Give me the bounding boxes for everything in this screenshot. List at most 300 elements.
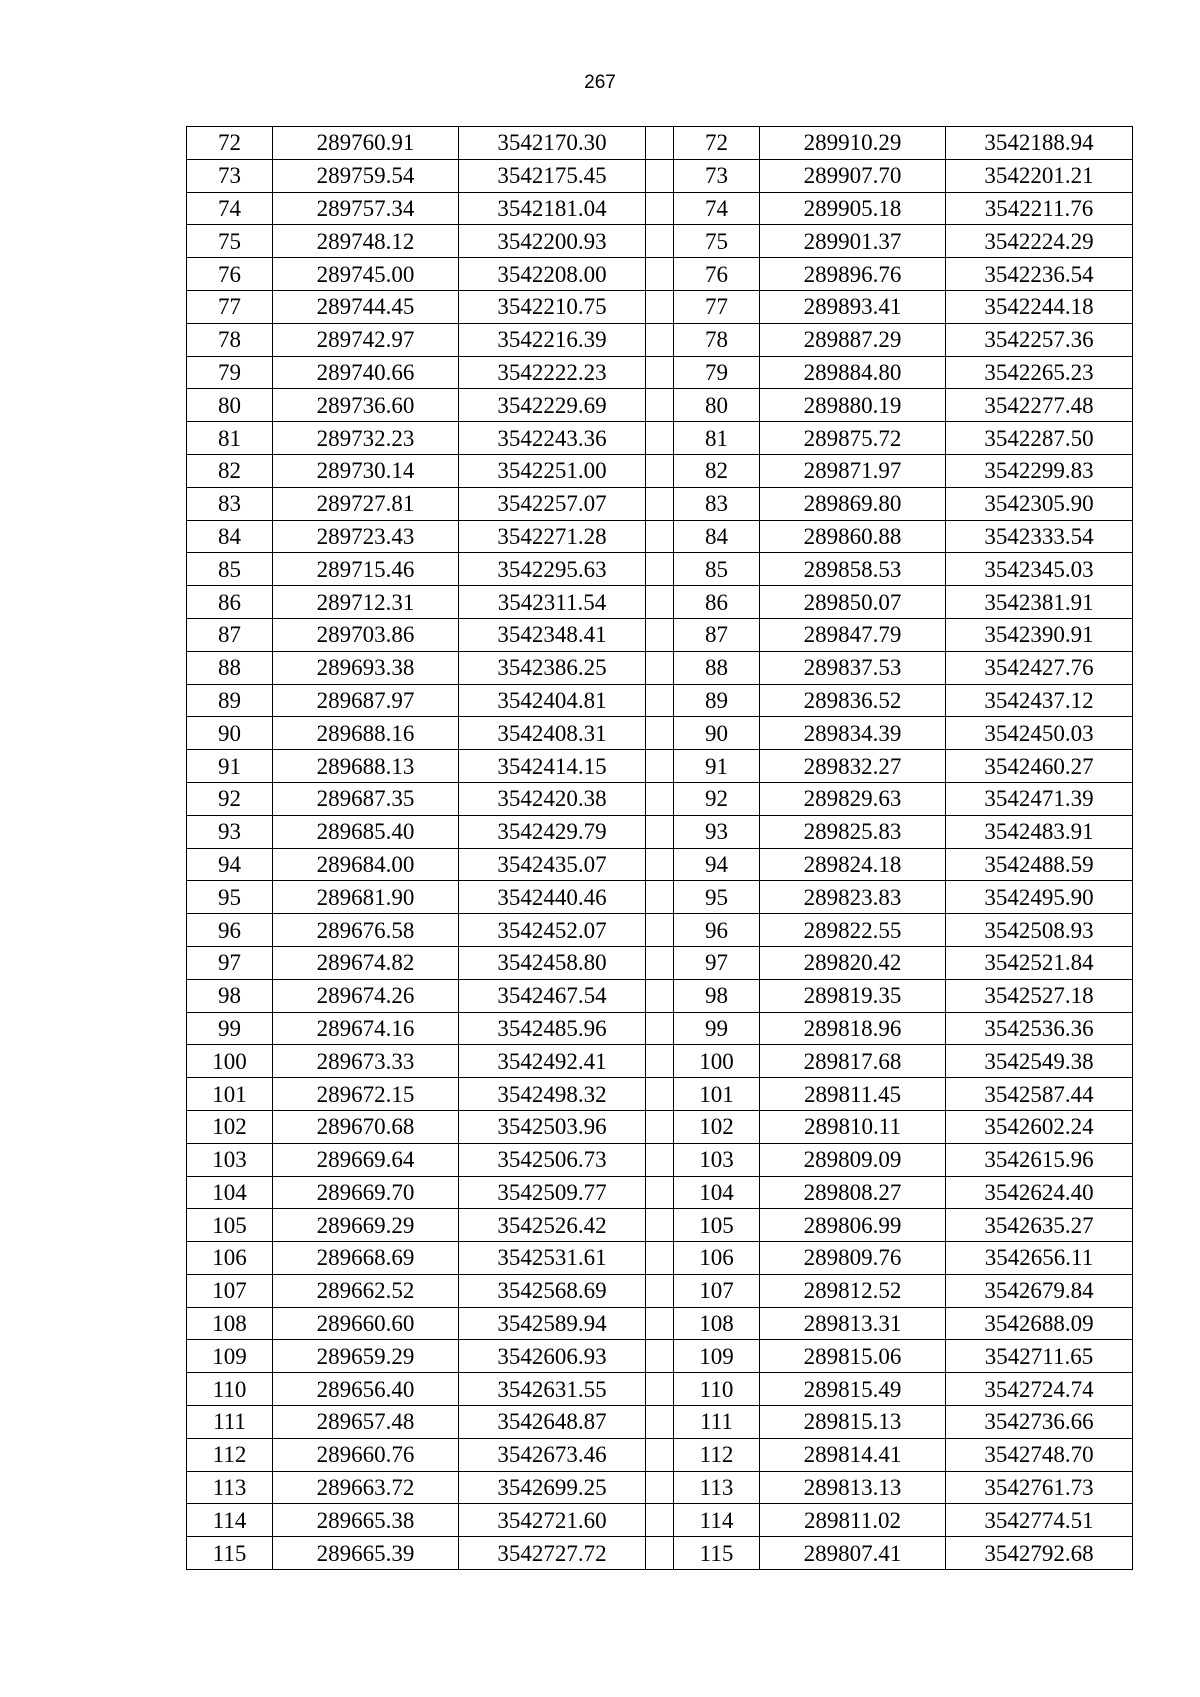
table-row [187,422,1133,455]
spacer-cell [646,1274,674,1307]
left-x-coordinate-cell: 289688.13 [273,750,459,783]
right-y-coordinate-cell: 3542761.73 [946,1471,1133,1504]
left-y-coordinate-cell: 3542229.69 [459,389,646,422]
spacer-cell [646,618,674,651]
left-point-id-cell: 105 [187,1209,273,1242]
right-x-coordinate-cell: 289825.83 [760,815,946,848]
left-x-coordinate-cell: 289732.23 [273,422,459,455]
left-y-coordinate-cell: 3542606.93 [459,1340,646,1373]
left-x-coordinate-cell: 289668.69 [273,1242,459,1275]
table-row [187,1471,1133,1504]
right-x-coordinate-cell: 289858.53 [760,553,946,586]
left-y-coordinate-cell: 3542673.46 [459,1438,646,1471]
left-y-coordinate-cell: 3542648.87 [459,1406,646,1439]
spacer-cell [646,1242,674,1275]
right-y-coordinate-cell: 3542257.36 [946,323,1133,356]
right-y-coordinate-cell: 3542305.90 [946,487,1133,520]
right-x-coordinate-cell: 289807.41 [760,1537,946,1570]
left-y-coordinate-cell: 3542531.61 [459,1242,646,1275]
right-x-coordinate-cell: 289809.09 [760,1143,946,1176]
left-y-coordinate-cell: 3542429.79 [459,815,646,848]
spacer-cell [646,290,674,323]
left-x-coordinate-cell: 289688.16 [273,717,459,750]
left-point-id-cell: 109 [187,1340,273,1373]
left-point-id-cell: 80 [187,389,273,422]
left-point-id-cell: 89 [187,684,273,717]
right-point-id-cell: 84 [674,520,760,553]
left-x-coordinate-cell: 289660.76 [273,1438,459,1471]
spacer-cell [646,1110,674,1143]
right-y-coordinate-cell: 3542792.68 [946,1537,1133,1570]
right-point-id-cell: 92 [674,782,760,815]
spacer-cell [646,946,674,979]
table-row [187,684,1133,717]
right-x-coordinate-cell: 289812.52 [760,1274,946,1307]
coordinates-table [186,126,1133,1570]
left-x-coordinate-cell: 289659.29 [273,1340,459,1373]
spacer-cell [646,487,674,520]
right-x-coordinate-cell: 289880.19 [760,389,946,422]
table-row [187,389,1133,422]
left-x-coordinate-cell: 289674.82 [273,946,459,979]
right-y-coordinate-cell: 3542656.11 [946,1242,1133,1275]
table-row [187,914,1133,947]
right-point-id-cell: 99 [674,1012,760,1045]
right-x-coordinate-cell: 289875.72 [760,422,946,455]
right-x-coordinate-cell: 289884.80 [760,356,946,389]
table-row [187,192,1133,225]
left-x-coordinate-cell: 289744.45 [273,290,459,323]
left-point-id-cell: 94 [187,848,273,881]
right-x-coordinate-cell: 289814.41 [760,1438,946,1471]
left-x-coordinate-cell: 289748.12 [273,225,459,258]
spacer-cell [646,1209,674,1242]
table-row [187,782,1133,815]
left-point-id-cell: 72 [187,127,273,160]
left-x-coordinate-cell: 289662.52 [273,1274,459,1307]
left-point-id-cell: 104 [187,1176,273,1209]
left-x-coordinate-cell: 289757.34 [273,192,459,225]
right-x-coordinate-cell: 289811.02 [760,1504,946,1537]
table-row [187,1242,1133,1275]
left-point-id-cell: 112 [187,1438,273,1471]
right-x-coordinate-cell: 289896.76 [760,258,946,291]
right-point-id-cell: 88 [674,651,760,684]
right-point-id-cell: 81 [674,422,760,455]
spacer-cell [646,1537,674,1570]
right-y-coordinate-cell: 3542460.27 [946,750,1133,783]
right-y-coordinate-cell: 3542635.27 [946,1209,1133,1242]
left-x-coordinate-cell: 289673.33 [273,1045,459,1078]
right-point-id-cell: 73 [674,159,760,192]
spacer-cell [646,651,674,684]
coordinates-table-body [187,127,1133,1570]
table-row [187,1438,1133,1471]
left-y-coordinate-cell: 3542404.81 [459,684,646,717]
left-point-id-cell: 81 [187,422,273,455]
spacer-cell [646,684,674,717]
left-point-id-cell: 102 [187,1110,273,1143]
left-x-coordinate-cell: 289672.15 [273,1078,459,1111]
left-x-coordinate-cell: 289736.60 [273,389,459,422]
right-y-coordinate-cell: 3542437.12 [946,684,1133,717]
table-row [187,946,1133,979]
left-point-id-cell: 113 [187,1471,273,1504]
left-x-coordinate-cell: 289687.97 [273,684,459,717]
left-y-coordinate-cell: 3542589.94 [459,1307,646,1340]
right-x-coordinate-cell: 289806.99 [760,1209,946,1242]
left-y-coordinate-cell: 3542175.45 [459,159,646,192]
left-y-coordinate-cell: 3542727.72 [459,1537,646,1570]
right-point-id-cell: 79 [674,356,760,389]
left-y-coordinate-cell: 3542243.36 [459,422,646,455]
spacer-cell [646,1078,674,1111]
table-row [187,1340,1133,1373]
right-x-coordinate-cell: 289815.13 [760,1406,946,1439]
table-row [187,323,1133,356]
left-x-coordinate-cell: 289669.70 [273,1176,459,1209]
right-point-id-cell: 76 [674,258,760,291]
right-point-id-cell: 107 [674,1274,760,1307]
right-y-coordinate-cell: 3542711.65 [946,1340,1133,1373]
table-row [187,848,1133,881]
left-point-id-cell: 76 [187,258,273,291]
left-point-id-cell: 108 [187,1307,273,1340]
left-y-coordinate-cell: 3542222.23 [459,356,646,389]
right-point-id-cell: 90 [674,717,760,750]
left-y-coordinate-cell: 3542271.28 [459,520,646,553]
left-y-coordinate-cell: 3542408.31 [459,717,646,750]
right-y-coordinate-cell: 3542201.21 [946,159,1133,192]
left-point-id-cell: 111 [187,1406,273,1439]
right-y-coordinate-cell: 3542427.76 [946,651,1133,684]
left-x-coordinate-cell: 289745.00 [273,258,459,291]
right-point-id-cell: 115 [674,1537,760,1570]
right-y-coordinate-cell: 3542587.44 [946,1078,1133,1111]
right-point-id-cell: 74 [674,192,760,225]
left-x-coordinate-cell: 289759.54 [273,159,459,192]
right-x-coordinate-cell: 289822.55 [760,914,946,947]
spacer-cell [646,717,674,750]
table-row [187,1274,1133,1307]
right-y-coordinate-cell: 3542265.23 [946,356,1133,389]
right-point-id-cell: 109 [674,1340,760,1373]
table-row [187,1045,1133,1078]
left-y-coordinate-cell: 3542509.77 [459,1176,646,1209]
right-y-coordinate-cell: 3542277.48 [946,389,1133,422]
spacer-cell [646,1340,674,1373]
left-y-coordinate-cell: 3542452.07 [459,914,646,947]
right-y-coordinate-cell: 3542236.54 [946,258,1133,291]
table-row [187,1307,1133,1340]
spacer-cell [646,1373,674,1406]
right-y-coordinate-cell: 3542688.09 [946,1307,1133,1340]
left-y-coordinate-cell: 3542498.32 [459,1078,646,1111]
spacer-cell [646,1176,674,1209]
right-x-coordinate-cell: 289817.68 [760,1045,946,1078]
right-x-coordinate-cell: 289871.97 [760,454,946,487]
right-y-coordinate-cell: 3542224.29 [946,225,1133,258]
table-row [187,750,1133,783]
table-row [187,717,1133,750]
right-x-coordinate-cell: 289808.27 [760,1176,946,1209]
right-point-id-cell: 87 [674,618,760,651]
left-point-id-cell: 93 [187,815,273,848]
right-point-id-cell: 82 [674,454,760,487]
left-x-coordinate-cell: 289685.40 [273,815,459,848]
left-y-coordinate-cell: 3542721.60 [459,1504,646,1537]
left-point-id-cell: 98 [187,979,273,1012]
spacer-cell [646,1406,674,1439]
left-x-coordinate-cell: 289687.35 [273,782,459,815]
right-x-coordinate-cell: 289829.63 [760,782,946,815]
right-point-id-cell: 101 [674,1078,760,1111]
left-y-coordinate-cell: 3542386.25 [459,651,646,684]
left-point-id-cell: 87 [187,618,273,651]
right-x-coordinate-cell: 289818.96 [760,1012,946,1045]
right-x-coordinate-cell: 289823.83 [760,881,946,914]
right-point-id-cell: 114 [674,1504,760,1537]
right-y-coordinate-cell: 3542471.39 [946,782,1133,815]
right-point-id-cell: 113 [674,1471,760,1504]
right-x-coordinate-cell: 289815.06 [760,1340,946,1373]
right-y-coordinate-cell: 3542748.70 [946,1438,1133,1471]
left-point-id-cell: 82 [187,454,273,487]
left-x-coordinate-cell: 289703.86 [273,618,459,651]
spacer-cell [646,225,674,258]
left-x-coordinate-cell: 289665.39 [273,1537,459,1570]
right-point-id-cell: 103 [674,1143,760,1176]
left-y-coordinate-cell: 3542467.54 [459,979,646,1012]
spacer-cell [646,1438,674,1471]
left-x-coordinate-cell: 289674.16 [273,1012,459,1045]
left-y-coordinate-cell: 3542348.41 [459,618,646,651]
right-point-id-cell: 111 [674,1406,760,1439]
table-row [187,881,1133,914]
right-y-coordinate-cell: 3542521.84 [946,946,1133,979]
left-x-coordinate-cell: 289669.64 [273,1143,459,1176]
right-y-coordinate-cell: 3542527.18 [946,979,1133,1012]
left-x-coordinate-cell: 289663.72 [273,1471,459,1504]
right-point-id-cell: 98 [674,979,760,1012]
right-point-id-cell: 102 [674,1110,760,1143]
right-x-coordinate-cell: 289847.79 [760,618,946,651]
right-x-coordinate-cell: 289907.70 [760,159,946,192]
left-point-id-cell: 84 [187,520,273,553]
left-y-coordinate-cell: 3542503.96 [459,1110,646,1143]
table-row [187,651,1133,684]
left-y-coordinate-cell: 3542458.80 [459,946,646,979]
right-point-id-cell: 75 [674,225,760,258]
left-x-coordinate-cell: 289670.68 [273,1110,459,1143]
spacer-cell [646,1471,674,1504]
right-x-coordinate-cell: 289813.13 [760,1471,946,1504]
spacer-cell [646,1307,674,1340]
table-row [187,1110,1133,1143]
spacer-cell [646,750,674,783]
table-row [187,1406,1133,1439]
left-x-coordinate-cell: 289676.58 [273,914,459,947]
left-point-id-cell: 86 [187,586,273,619]
left-y-coordinate-cell: 3542492.41 [459,1045,646,1078]
page-number: 267 [584,72,616,93]
right-x-coordinate-cell: 289836.52 [760,684,946,717]
left-x-coordinate-cell: 289730.14 [273,454,459,487]
right-y-coordinate-cell: 3542450.03 [946,717,1133,750]
left-y-coordinate-cell: 3542295.63 [459,553,646,586]
left-x-coordinate-cell: 289657.48 [273,1406,459,1439]
table-row [187,520,1133,553]
left-y-coordinate-cell: 3542440.46 [459,881,646,914]
left-x-coordinate-cell: 289723.43 [273,520,459,553]
right-point-id-cell: 112 [674,1438,760,1471]
table-row [187,815,1133,848]
right-y-coordinate-cell: 3542736.66 [946,1406,1133,1439]
right-y-coordinate-cell: 3542333.54 [946,520,1133,553]
right-x-coordinate-cell: 289850.07 [760,586,946,619]
left-y-coordinate-cell: 3542568.69 [459,1274,646,1307]
right-y-coordinate-cell: 3542624.40 [946,1176,1133,1209]
left-y-coordinate-cell: 3542251.00 [459,454,646,487]
left-point-id-cell: 106 [187,1242,273,1275]
table-row [187,487,1133,520]
left-point-id-cell: 115 [187,1537,273,1570]
left-y-coordinate-cell: 3542420.38 [459,782,646,815]
left-x-coordinate-cell: 289665.38 [273,1504,459,1537]
table-row [187,356,1133,389]
table-row [187,1078,1133,1111]
right-point-id-cell: 91 [674,750,760,783]
spacer-cell [646,1504,674,1537]
spacer-cell [646,881,674,914]
table-row [187,553,1133,586]
right-y-coordinate-cell: 3542495.90 [946,881,1133,914]
right-y-coordinate-cell: 3542679.84 [946,1274,1133,1307]
left-point-id-cell: 96 [187,914,273,947]
spacer-cell [646,1012,674,1045]
table-row [187,290,1133,323]
right-y-coordinate-cell: 3542483.91 [946,815,1133,848]
left-y-coordinate-cell: 3542208.00 [459,258,646,291]
left-point-id-cell: 73 [187,159,273,192]
right-y-coordinate-cell: 3542602.24 [946,1110,1133,1143]
table-row [187,1373,1133,1406]
left-y-coordinate-cell: 3542311.54 [459,586,646,619]
left-x-coordinate-cell: 289684.00 [273,848,459,881]
left-x-coordinate-cell: 289656.40 [273,1373,459,1406]
spacer-cell [646,979,674,1012]
right-x-coordinate-cell: 289893.41 [760,290,946,323]
right-y-coordinate-cell: 3542390.91 [946,618,1133,651]
right-x-coordinate-cell: 289824.18 [760,848,946,881]
left-y-coordinate-cell: 3542526.42 [459,1209,646,1242]
right-x-coordinate-cell: 289819.35 [760,979,946,1012]
right-y-coordinate-cell: 3542345.03 [946,553,1133,586]
right-point-id-cell: 100 [674,1045,760,1078]
left-point-id-cell: 97 [187,946,273,979]
spacer-cell [646,553,674,586]
left-y-coordinate-cell: 3542631.55 [459,1373,646,1406]
right-point-id-cell: 93 [674,815,760,848]
right-point-id-cell: 106 [674,1242,760,1275]
right-point-id-cell: 78 [674,323,760,356]
right-x-coordinate-cell: 289811.45 [760,1078,946,1111]
table-row [187,618,1133,651]
right-x-coordinate-cell: 289809.76 [760,1242,946,1275]
left-point-id-cell: 78 [187,323,273,356]
left-point-id-cell: 88 [187,651,273,684]
spacer-cell [646,389,674,422]
left-point-id-cell: 75 [187,225,273,258]
table-row [187,586,1133,619]
left-point-id-cell: 103 [187,1143,273,1176]
right-x-coordinate-cell: 289820.42 [760,946,946,979]
spacer-cell [646,848,674,881]
right-point-id-cell: 94 [674,848,760,881]
left-point-id-cell: 91 [187,750,273,783]
left-x-coordinate-cell: 289712.31 [273,586,459,619]
table-row [187,979,1133,1012]
right-point-id-cell: 83 [674,487,760,520]
left-y-coordinate-cell: 3542699.25 [459,1471,646,1504]
left-y-coordinate-cell: 3542170.30 [459,127,646,160]
right-point-id-cell: 72 [674,127,760,160]
spacer-cell [646,454,674,487]
right-point-id-cell: 110 [674,1373,760,1406]
table-row [187,159,1133,192]
right-y-coordinate-cell: 3542724.74 [946,1373,1133,1406]
right-point-id-cell: 104 [674,1176,760,1209]
left-point-id-cell: 95 [187,881,273,914]
spacer-cell [646,1143,674,1176]
table-row [187,1209,1133,1242]
left-point-id-cell: 100 [187,1045,273,1078]
left-y-coordinate-cell: 3542435.07 [459,848,646,881]
table-row [187,1176,1133,1209]
left-point-id-cell: 114 [187,1504,273,1537]
left-y-coordinate-cell: 3542200.93 [459,225,646,258]
spacer-cell [646,192,674,225]
spacer-cell [646,1045,674,1078]
spacer-cell [646,258,674,291]
spacer-cell [646,356,674,389]
right-point-id-cell: 105 [674,1209,760,1242]
table-row [187,1143,1133,1176]
right-x-coordinate-cell: 289832.27 [760,750,946,783]
right-x-coordinate-cell: 289837.53 [760,651,946,684]
spacer-cell [646,914,674,947]
left-point-id-cell: 74 [187,192,273,225]
right-x-coordinate-cell: 289834.39 [760,717,946,750]
left-x-coordinate-cell: 289715.46 [273,553,459,586]
left-point-id-cell: 85 [187,553,273,586]
table-row [187,127,1133,160]
right-y-coordinate-cell: 3542211.76 [946,192,1133,225]
right-x-coordinate-cell: 289815.49 [760,1373,946,1406]
right-y-coordinate-cell: 3542508.93 [946,914,1133,947]
right-point-id-cell: 96 [674,914,760,947]
right-point-id-cell: 89 [674,684,760,717]
table-row [187,258,1133,291]
left-y-coordinate-cell: 3542181.04 [459,192,646,225]
right-point-id-cell: 95 [674,881,760,914]
right-x-coordinate-cell: 289910.29 [760,127,946,160]
left-y-coordinate-cell: 3542506.73 [459,1143,646,1176]
table-row [187,1012,1133,1045]
left-x-coordinate-cell: 289681.90 [273,881,459,914]
right-x-coordinate-cell: 289813.31 [760,1307,946,1340]
spacer-cell [646,159,674,192]
